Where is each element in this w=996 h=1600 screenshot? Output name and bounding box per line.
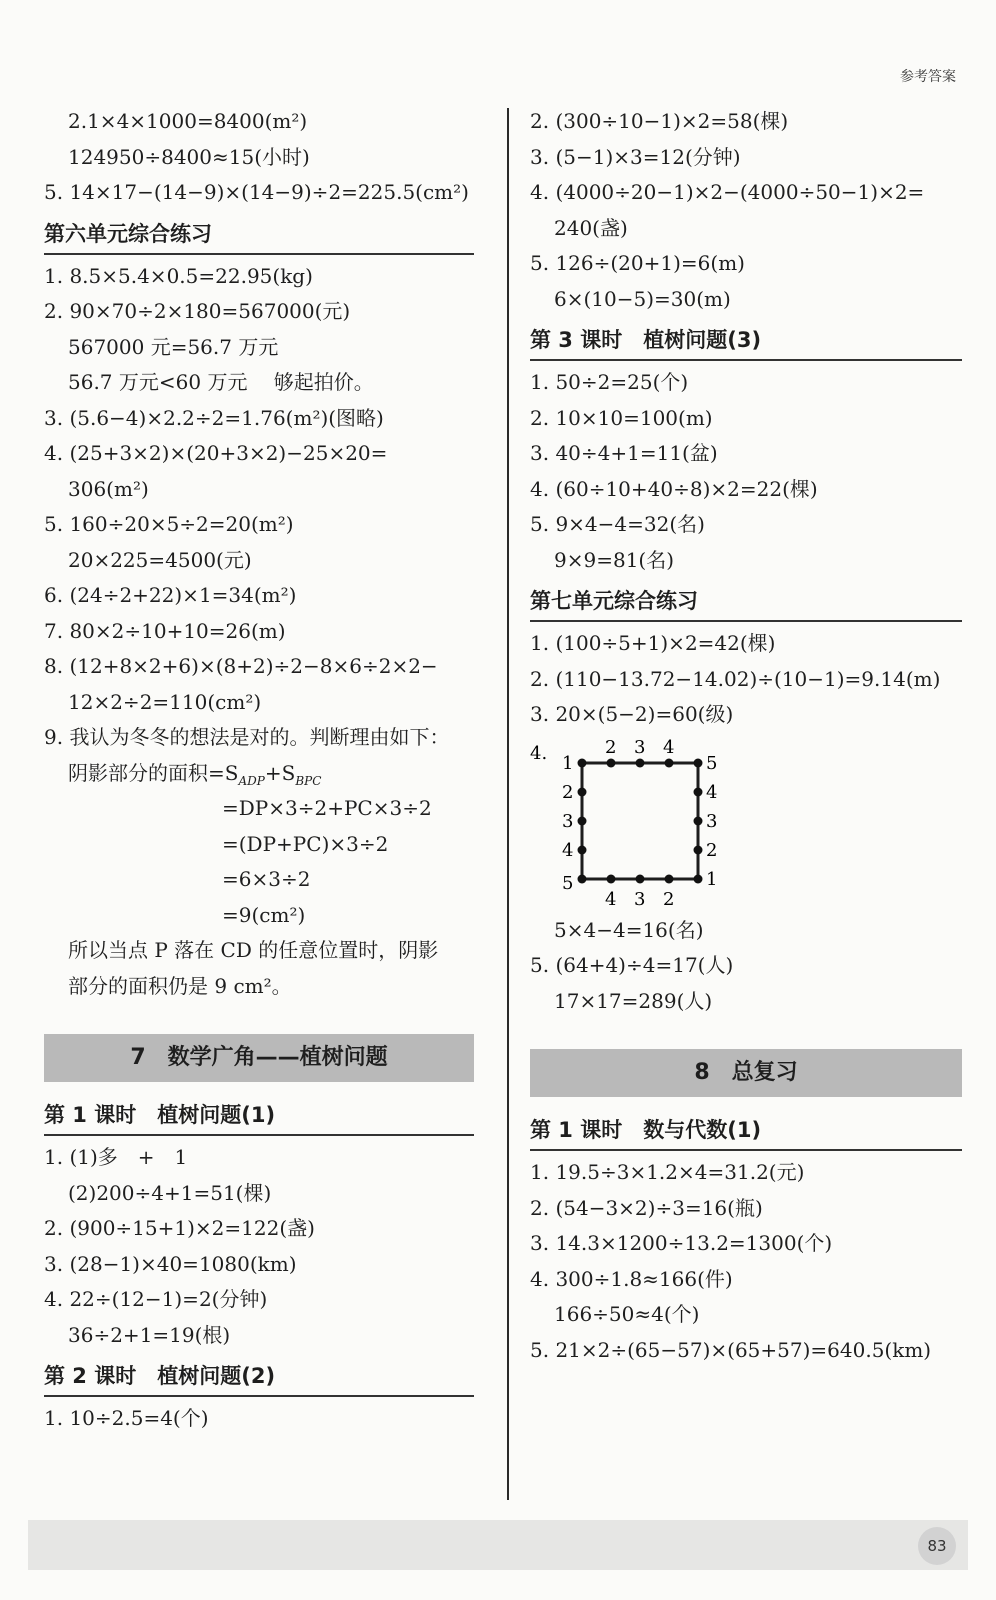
answer-line: 7. 80×2÷10+10=26(m) (44, 618, 286, 643)
section-title-unit7-review: 第七单元综合练习 (530, 582, 962, 622)
grid-label: 4 (663, 736, 675, 758)
unit-heading-8 (530, 1049, 962, 1097)
answer-line: 5. (64+4)÷4=17(人) (530, 953, 734, 977)
answer-line: =9(cm²) (222, 902, 306, 927)
answer-line: 3. (5−1)×3=12(分钟) (530, 144, 741, 169)
grid-label: 3 (634, 736, 646, 758)
answer-line: 2. 10×10=100(m) (530, 405, 713, 430)
answer-line: 36÷2+1=19(根) (68, 1322, 231, 1347)
answer-line: 5. 9×4−4=32(名) (530, 512, 705, 536)
grid-label: 5 (706, 752, 718, 774)
page-header-title: 参考答案 (900, 69, 956, 85)
dot (636, 758, 645, 767)
answer-line: 6. (24÷2+22)×1=34(m²) (44, 583, 297, 607)
answer-line: 306(m²) (68, 476, 149, 501)
unit-title: 总复习 (731, 1060, 798, 1085)
formula-text: 阴影部分的面积=S (68, 760, 239, 785)
answer-line: 166÷50≈4(个) (554, 1302, 700, 1326)
answer-line: 9. 我认为冬冬的想法是对的。判断理由如下： (44, 725, 450, 749)
answer-line: 2. (54−3×2)÷3=16(瓶) (530, 1195, 763, 1220)
answer-line: 2. 90×70÷2×180=567000(元) (44, 299, 351, 323)
answer-line: 1. (1)多 + 1 (44, 1145, 188, 1169)
lesson-title: 第 2 课时 植树问题(2) (44, 1357, 474, 1397)
answer-line: 5. 160÷20×5÷2=20(m²) (44, 512, 294, 536)
footer-bar (28, 1520, 968, 1570)
answer-line: 17×17=289(人) (554, 988, 713, 1013)
grid-label: 2 (663, 888, 675, 910)
dot (694, 758, 703, 767)
square-dots-figure (530, 733, 830, 913)
answer-line: 5×4−4=16(名) (554, 917, 704, 942)
answer-line: 部分的面积仍是 9 cm²。 (68, 973, 292, 998)
dot (607, 758, 616, 767)
answer-line-shaded-area (44, 756, 474, 792)
grid-label: 2 (562, 781, 574, 803)
grid-label: 4 (562, 839, 574, 861)
dot (694, 845, 703, 854)
answer-line: (2)200÷4+1=51(棵) (68, 1180, 272, 1205)
grid-label: 2 (706, 839, 718, 861)
item-number: 4. (530, 742, 548, 764)
answer-line: 4. (25+3×2)×(20+3×2)−25×20= (44, 441, 388, 465)
answer-line: 240(盏) (554, 215, 628, 240)
left-column (44, 104, 474, 1437)
dot (607, 874, 616, 883)
tree-square-diagram (530, 733, 962, 913)
dot (578, 874, 587, 883)
answer-line: 3. 20×(5−2)=60(级) (530, 702, 734, 726)
dot (636, 874, 645, 883)
answer-line: 2.1×4×1000=8400(m²) (68, 109, 308, 133)
unit-title: 数学广角——植树问题 (167, 1045, 388, 1070)
column-divider (507, 108, 509, 1500)
answer-line: 3. (28−1)×40=1080(km) (44, 1251, 297, 1276)
section-title-unit6: 第六单元综合练习 (44, 215, 474, 255)
answer-line: 2. (110−13.72−14.02)÷(10−1)=9.14(m) (530, 666, 941, 691)
grid-label: 3 (706, 810, 718, 832)
answer-line: 3. 14.3×1200÷13.2=1300(个) (530, 1231, 833, 1255)
unit-heading-7 (44, 1034, 474, 1082)
answer-line: 2. (900÷15+1)×2=122(盏) (44, 1216, 315, 1240)
grid-label: 1 (562, 752, 574, 774)
dot (578, 816, 587, 825)
answer-line: 1. 19.5÷3×1.2×4=31.2(元) (530, 1160, 805, 1184)
grid-label: 3 (562, 810, 574, 832)
lesson-title: 第 1 课时 植树问题(1) (44, 1096, 474, 1136)
answer-line: 8. (12+8×2+6)×(8+2)÷2−8×6÷2×2− (44, 654, 438, 678)
answer-line: 1. (100÷5+1)×2=42(棵) (530, 631, 776, 655)
answer-line: 12×2÷2=110(cm²) (68, 689, 262, 714)
answer-line: 5. 21×2÷(65−57)×(65+57)=640.5(km) (530, 1337, 932, 1362)
dot (665, 758, 674, 767)
formula-text: +S (264, 760, 296, 785)
answer-line: 20×225=4500(元) (68, 547, 252, 572)
dot (694, 816, 703, 825)
dot (694, 874, 703, 883)
answer-line: 4. (4000÷20−1)×2−(4000÷50−1)×2= (530, 180, 925, 204)
answer-line: 4. 22÷(12−1)=2(分钟) (44, 1287, 268, 1311)
lesson-title: 第 1 课时 数与代数(1) (530, 1111, 962, 1151)
lesson-title: 第 3 课时 植树问题(3) (530, 321, 962, 361)
answer-line: 2. (300÷10−1)×2=58(棵) (530, 109, 789, 133)
formula-subscript: ADP (238, 773, 265, 788)
grid-label: 5 (562, 872, 574, 894)
dot (578, 787, 587, 796)
answer-line: 1. 10÷2.5=4(个) (44, 1406, 209, 1430)
answer-line: =(DP+PC)×3÷2 (222, 831, 389, 856)
grid-label: 2 (605, 736, 617, 758)
answer-line: 124950÷8400≈15(小时) (68, 144, 310, 169)
answer-line: 1. 8.5×5.4×0.5=22.95(kg) (44, 263, 313, 288)
answer-line: 1. 50÷2=25(个) (530, 370, 689, 394)
answer-line: 6×(10−5)=30(m) (554, 286, 731, 311)
answer-line: 56.7 万元<60 万元 够起拍价。 (68, 370, 374, 394)
answer-line: =DP×3÷2+PC×3÷2 (222, 796, 432, 820)
answer-line: 4. (60÷10+40÷8)×2=22(棵) (530, 476, 818, 501)
grid-dots (578, 758, 703, 883)
answer-line: 4. 300÷1.8≈166(件) (530, 1266, 733, 1291)
dot (578, 758, 587, 767)
page-number: 83 (918, 1527, 956, 1565)
unit-number: 7 (130, 1045, 146, 1070)
answer-line: 5. 14×17−(14−9)×(14−9)÷2=225.5(cm²) (44, 180, 469, 204)
grid-label: 4 (605, 888, 617, 910)
answer-line: 3. 40÷4+1=11(盆) (530, 441, 718, 465)
answer-line: =6×3÷2 (222, 867, 311, 891)
answer-line: 567000 元=56.7 万元 (68, 334, 279, 359)
dot (578, 845, 587, 854)
formula-subscript: BPC (295, 773, 322, 788)
grid-label: 4 (706, 781, 718, 803)
answer-line: 5. 126÷(20+1)=6(m) (530, 251, 745, 275)
unit-number: 8 (694, 1060, 710, 1085)
grid-label: 1 (706, 868, 718, 890)
right-column (530, 104, 962, 1368)
dot (694, 787, 703, 796)
dot (665, 874, 674, 883)
grid-label: 3 (634, 888, 646, 910)
answer-line: 所以当点 P 落在 CD 的任意位置时，阴影 (68, 938, 439, 962)
answer-line: 9×9=81(名) (554, 547, 675, 572)
square-outline (582, 763, 698, 879)
answer-line: 3. (5.6−4)×2.2÷2=1.76(m²)(图略) (44, 405, 384, 430)
